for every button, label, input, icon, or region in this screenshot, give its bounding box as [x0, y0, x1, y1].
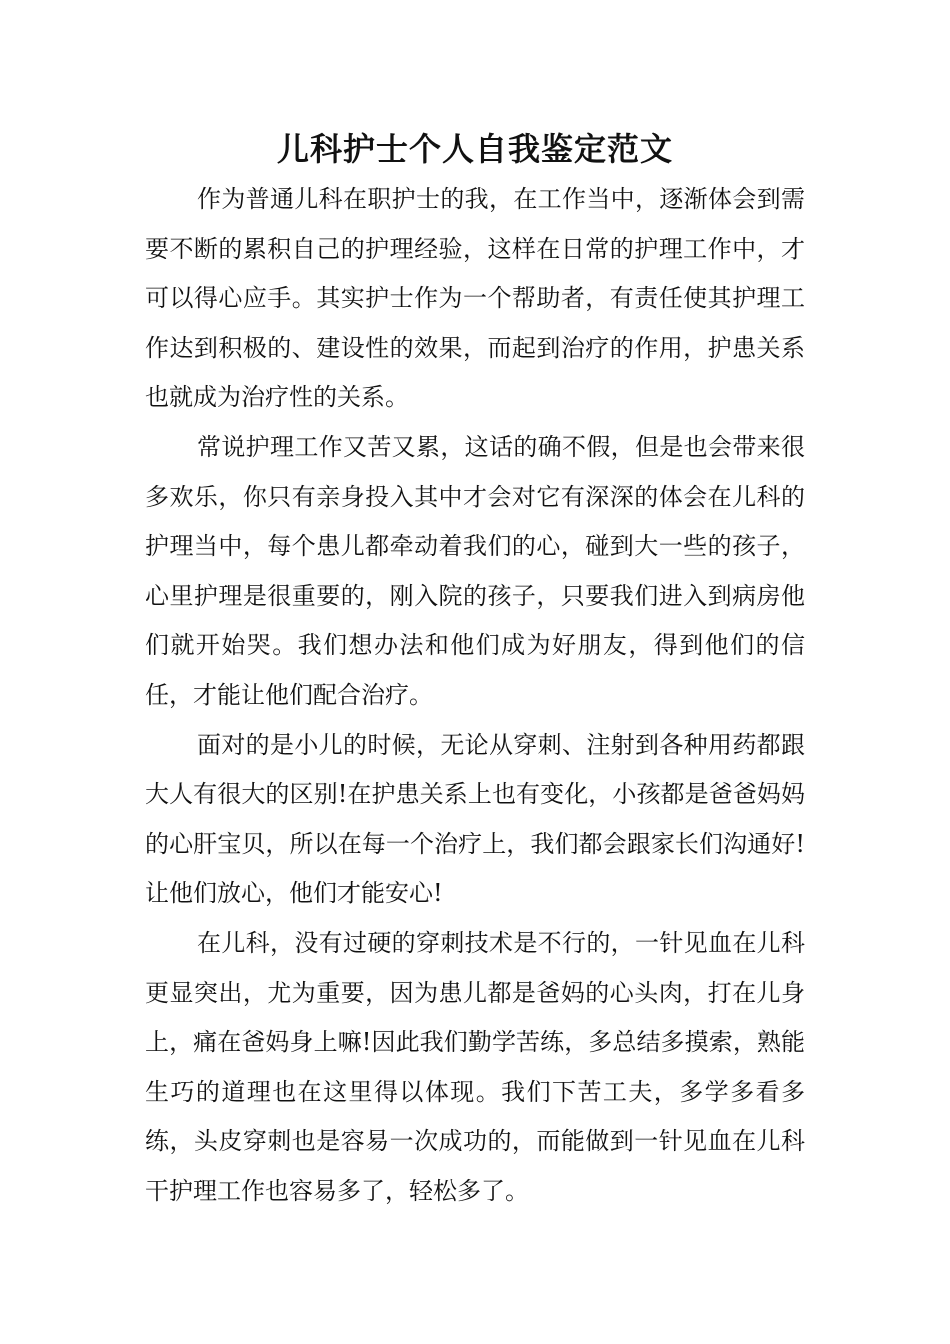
document-body	[145, 175, 805, 1216]
paragraph-4: 在儿科，没有过硬的穿刺技术是不行的，一针见血在儿科更显突出，尤为重要，因为患儿都是爸妈的心头肉，打在儿身上，痛在爸妈身上嘛!因此我们勤学苦练，多总结多摸索，熟能生巧的道理也在这里得以体现。我们下苦工夫，多学多看多练，头皮穿刺也是容易一次成功的，而能做到一针见血在儿科干护理工作也容易多了，轻松多了。	[145, 928, 805, 1205]
paragraph-3: 面对的是小儿的时候，无论从穿刺、注射到各种用药都跟大人有很大的区别!在护患关系上也有变化，小孩都是爸爸妈妈的心肝宝贝，所以在每一个治疗上，我们都会跟家长们沟通好!让他们放心，他们才能安心!	[145, 730, 805, 908]
paragraph-2: 常说护理工作又苦又累，这话的确不假，但是也会带来很多欢乐，你只有亲身投入其中才会对它有深深的体会在儿科的护理当中，每个患儿都牵动着我们的心，碰到大一些的孩子，心里护理是很重要的，刚入院的孩子，只要我们进入到病房他们就开始哭。我们想办法和他们成为好朋友，得到他们的信任，才能让他们配合治疗。	[145, 432, 805, 709]
document-title: 儿科护士个人自我鉴定范文	[276, 130, 673, 168]
paragraph-1: 作为普通儿科在职护士的我，在工作当中，逐渐体会到需要不断的累积自己的护理经验，这样在日常的护理工作中，才可以得心应手。其实护士作为一个帮助者，有责任使其护理工作达到积极的、建设性的效果，而起到治疗的作用，护患关系也就成为治疗性的关系。	[145, 185, 805, 412]
